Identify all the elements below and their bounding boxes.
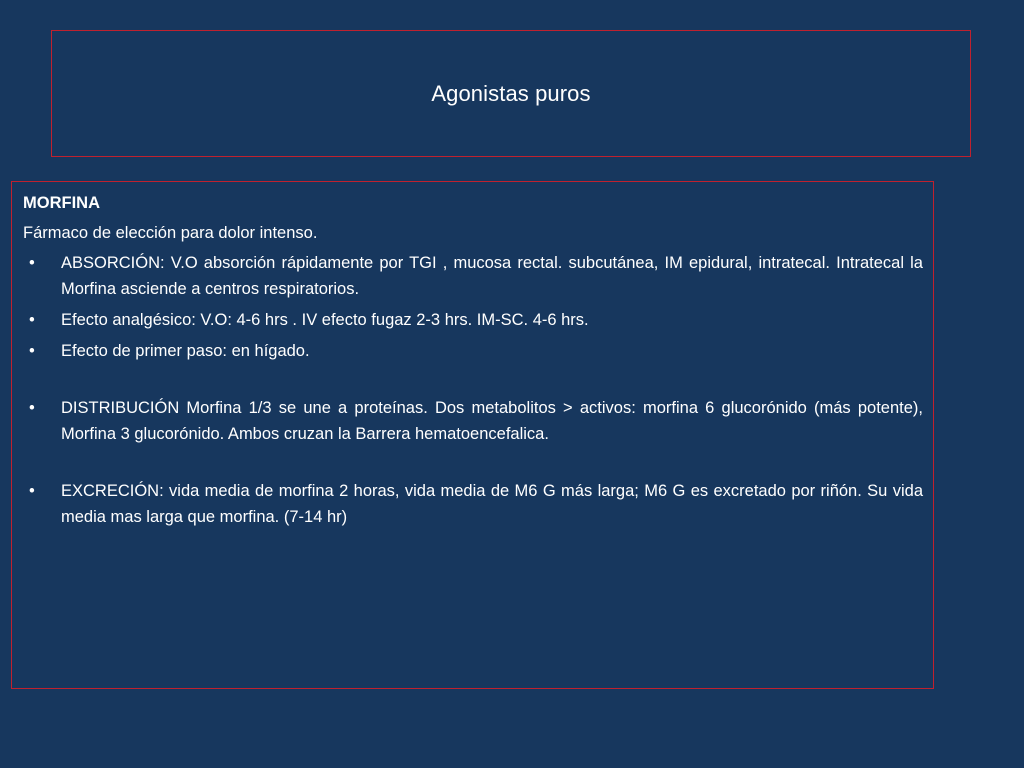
bullet-icon: • xyxy=(29,399,35,417)
intro-text: Fármaco de elección para dolor intenso. xyxy=(23,224,318,242)
bullet-text: Efecto analgésico: V.O: 4-6 hrs . IV efecto fugaz 2-3 hrs. IM-SC. 4-6 hrs. xyxy=(61,311,589,329)
bullet-text: EXCRECIÓN: vida media de morfina 2 horas, vida media de M6 G más larga; M6 G es excretado por riñón. Su vida media mas larga que morfina. (7-14 hr) xyxy=(61,482,923,526)
bullet-text: Efecto de primer paso: en hígado. xyxy=(61,342,310,360)
title-box xyxy=(51,30,971,157)
bullet-text: ABSORCIÓN: V.O absorción rápidamente por TGI , mucosa rectal. subcutánea, IM epidural, intratecal. Intratecal la Morfina asciende a centros respiratorios. xyxy=(61,254,923,298)
content-box xyxy=(11,181,934,689)
bullet-item-distribucion xyxy=(23,395,923,447)
bullet-item-efecto-analgesico xyxy=(23,307,923,333)
bullet-icon: • xyxy=(29,311,35,329)
bullet-item-absorcion xyxy=(23,250,923,302)
bullet-list xyxy=(23,250,923,530)
bullet-item-excrecion xyxy=(23,478,923,530)
bullet-text: DISTRIBUCIÓN Morfina 1/3 se une a proteínas. Dos metabolitos > activos: morfina 6 glucorónido (más potente), Morfina 3 glucorónido. Ambos cruzan la Barrera hematoencefalica. xyxy=(61,399,923,443)
bullet-icon: • xyxy=(29,254,35,272)
content-heading: MORFINA xyxy=(23,194,100,212)
bullet-item-primer-paso xyxy=(23,338,923,364)
bullet-icon: • xyxy=(29,482,35,500)
slide-title: Agonistas puros xyxy=(431,80,591,106)
bullet-icon: • xyxy=(29,342,35,360)
